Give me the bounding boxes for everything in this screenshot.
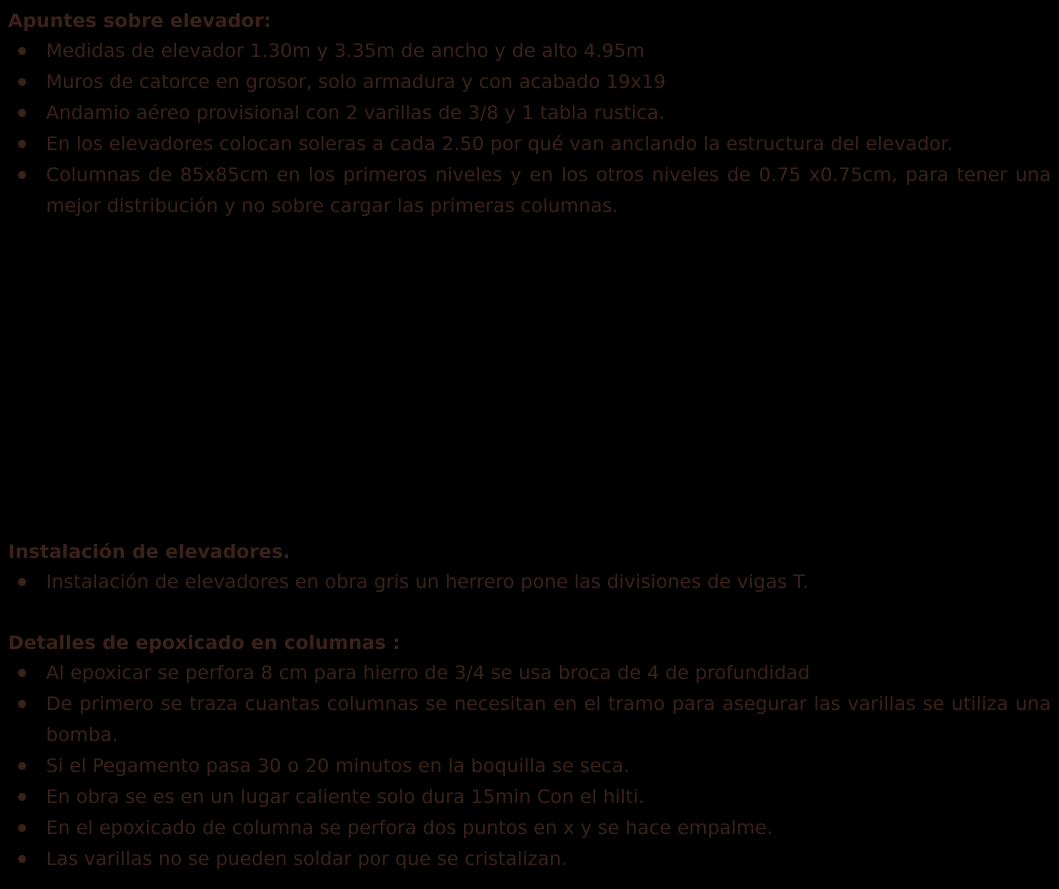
list-item-text: Si el Pegamento pasa 30 o 20 minutos en la boquilla se seca. [46,755,630,777]
bullet-icon [18,109,26,117]
section-heading: Apuntes sobre elevador: [8,10,272,32]
bullet-list [8,658,1051,875]
list-item [8,844,1051,875]
section-instalacion-elevadores [8,537,1051,598]
list-item-text: En los elevadores colocan soleras a cada 2.50 por qué van anclando la estructura del elevador. [46,133,953,155]
list-item [8,782,1051,813]
list-item-text: En el epoxicado de columna se perfora dos puntos en x y se hace empalme. [46,817,773,839]
list-item-text: Instalación de elevadores en obra gris un herrero pone las divisiones de vigas T. [46,571,809,593]
bullet-icon [18,578,26,586]
section-heading: Instalación de elevadores. [8,541,291,563]
bullet-icon [18,700,26,708]
list-item [8,160,1051,222]
section-apuntes-elevador [8,6,1051,222]
list-item [8,813,1051,844]
list-item [8,567,1051,598]
list-item-text: Muros de catorce en grosor, solo armadura y con acabado 19x19 [46,71,666,93]
bullet-list [8,36,1051,222]
bullet-icon [18,47,26,55]
list-item-text: Las varillas no se pueden soldar por que se cristalizan. [46,848,568,870]
list-item-text: Columnas de 85x85cm en los primeros niveles y en los otros niveles de 0.75 x0.75cm, para tener una mejor distribución y no sobre cargar las primeras columnas. [46,164,1051,217]
bullet-icon [18,855,26,863]
list-item [8,67,1051,98]
bullet-icon [18,171,26,179]
bullet-icon [18,78,26,86]
list-item-text: En obra se es en un lugar caliente solo dura 15min Con el hilti. [46,786,645,808]
list-item [8,36,1051,67]
list-item-text: Medidas de elevador 1.30m y 3.35m de ancho y de alto 4.95m [46,40,645,62]
list-item [8,689,1051,751]
list-item-text: Andamio aéreo provisional con 2 varillas de 3/8 y 1 tabla rustica. [46,102,665,124]
list-item-text: De primero se traza cuantas columnas se necesitan en el tramo para asegurar las varillas se utiliza una bomba. [46,693,1051,746]
bullet-icon [18,669,26,677]
list-item [8,751,1051,782]
bullet-icon [18,762,26,770]
list-item [8,658,1051,689]
section-heading: Detalles de epoxicado en columnas : [8,632,401,654]
bullet-list [8,567,1051,598]
section-epoxicado-columnas [8,628,1051,875]
list-item [8,129,1051,160]
list-item [8,98,1051,129]
bullet-icon [18,140,26,148]
bullet-icon [18,793,26,801]
bullet-icon [18,824,26,832]
list-item-text: Al epoxicar se perfora 8 cm para hierro de 3/4 se usa broca de 4 de profundidad [46,662,810,684]
